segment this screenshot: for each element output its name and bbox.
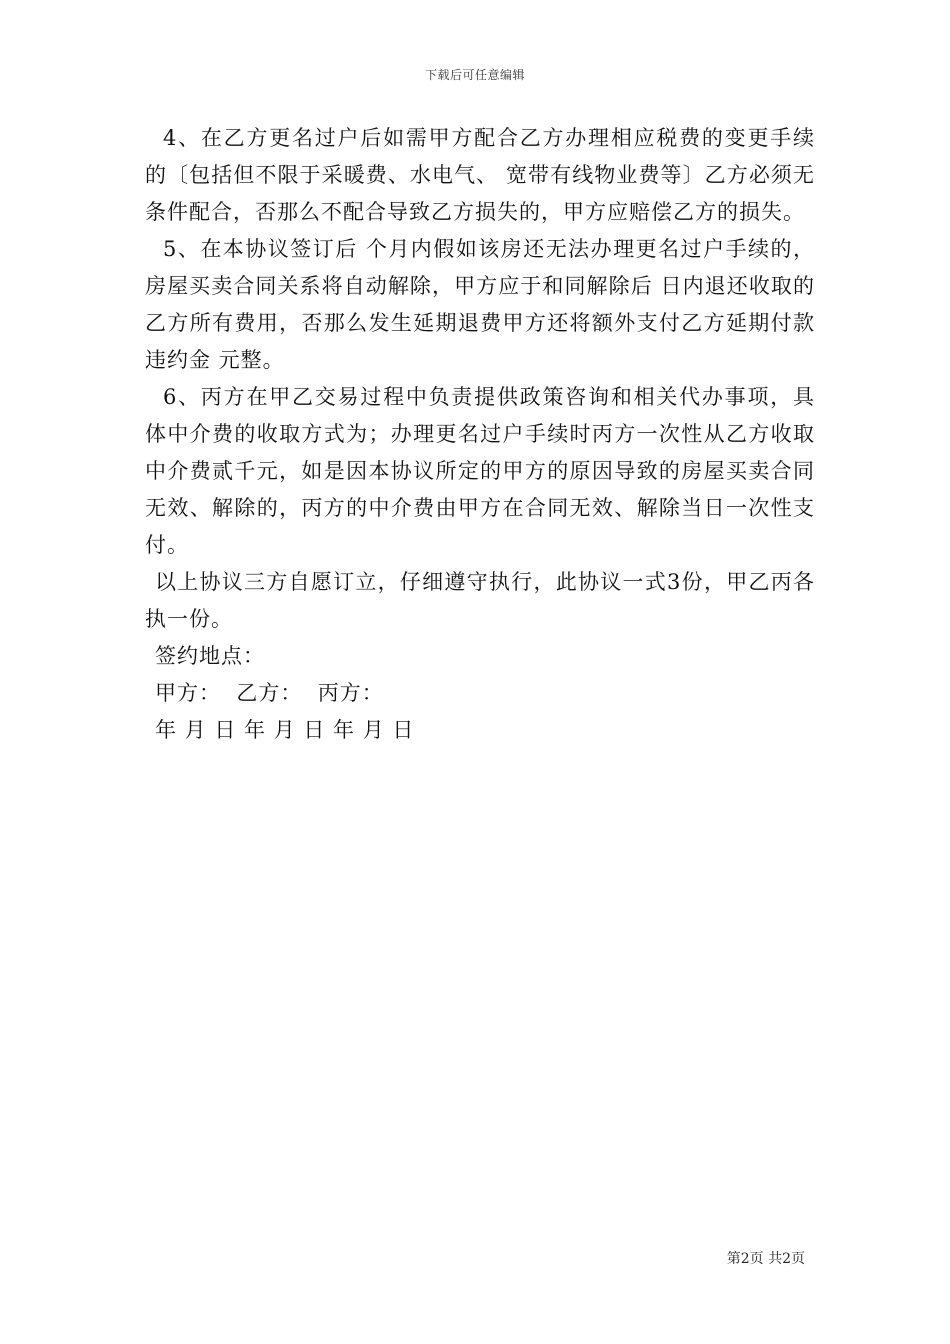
signing-parties: 甲方： 乙方： 丙方： [155, 681, 384, 705]
agreement-statement: 以上协议三方自愿订立，仔细遵守执行，此协议一式3份，甲乙丙各执一份。 [145, 570, 815, 631]
signing-dates: 年 月 日 年 月 日 年 月 日 [155, 718, 415, 742]
page-header: 下载后可任意编辑 [424, 68, 525, 82]
page-number: 第2页 共2页 [726, 1251, 805, 1267]
clause-5: 5、在本协议签订后 个月内假如该房还无法办理更名过户手续的，房屋买卖合同关系将自动解除，甲方应于和同解除后 日内退还收取的乙方所有费用，否那么发生延期退费甲方还将额外支付乙方延期付款违约金 元整。 [145, 237, 815, 372]
clause-4: 4、在乙方更名过户后如需甲方配合乙方办理相应税费的变更手续的〔包括但不限于采暖费、水电气、 宽带有线物业费等〕乙方必须无条件配合，否那么不配合导致乙方损失的，甲方应赔偿乙方的损失。 [145, 126, 815, 224]
clause-6: 6、丙方在甲乙交易过程中负责提供政策咨询和相关代办事项，具体中介费的收取方式为；办理更名过户手续时丙方一次性从乙方收取中介费贰千元，如是因本协议所定的甲方的原因导致的房屋买卖合同无效、解除的，丙方的中介费由甲方在合同无效、解除当日一次性支付。 [145, 385, 815, 557]
signing-location: 签约地点： [155, 644, 265, 668]
document-body [145, 120, 815, 749]
